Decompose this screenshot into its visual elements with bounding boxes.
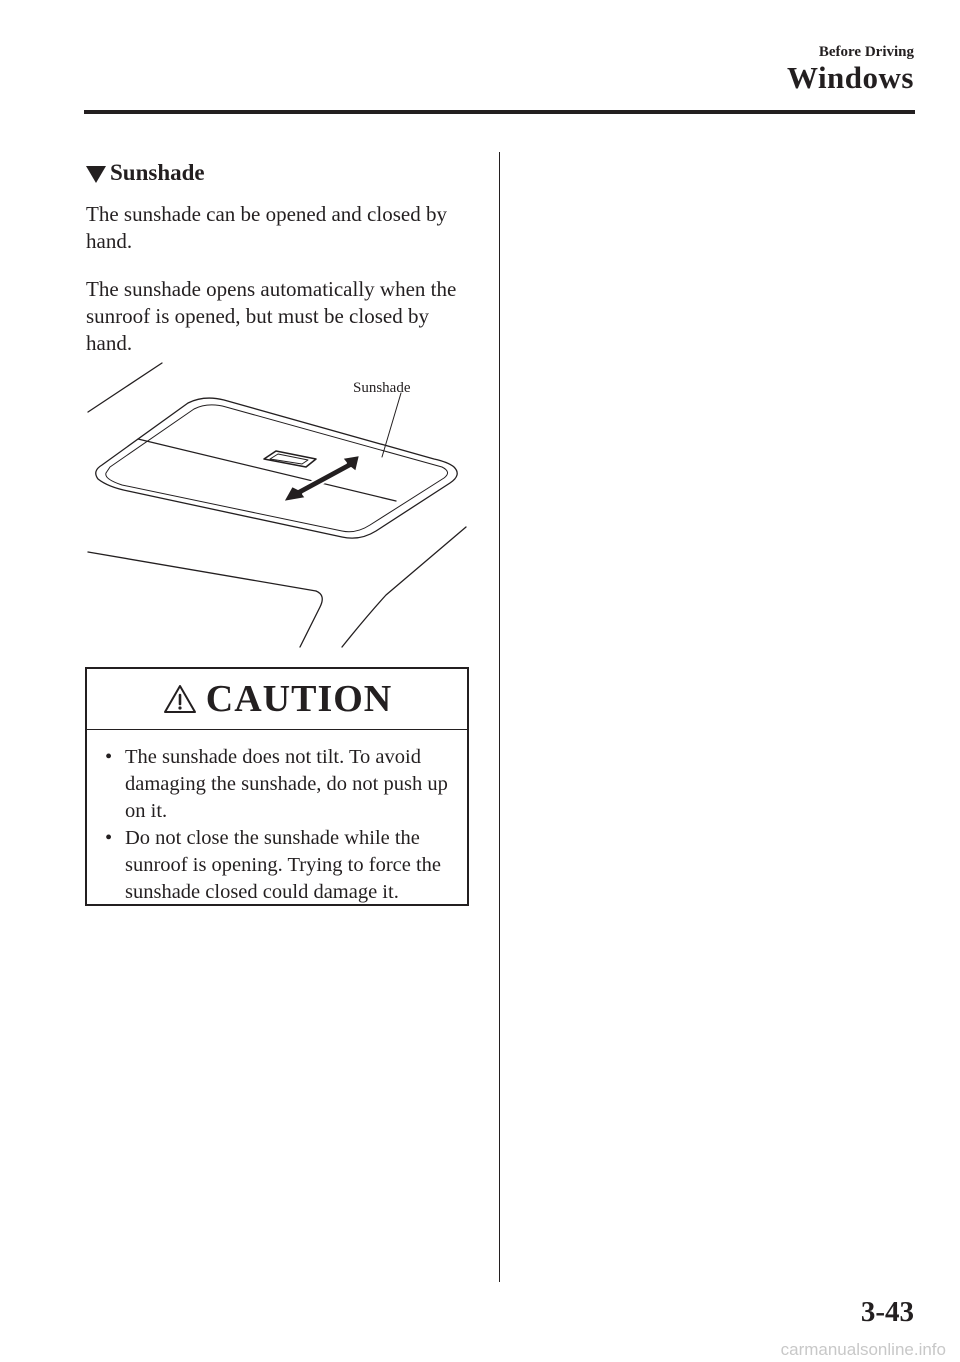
- bullet-icon: •: [105, 827, 113, 849]
- triangle-marker-icon: [86, 166, 106, 183]
- page-number: 3-43: [860, 1296, 914, 1328]
- double-arrow-icon: [283, 455, 360, 502]
- paragraph-2: The sunshade opens automatically when the sunroof is opened, but must be closed by hand.: [86, 277, 457, 355]
- sunshade-panel: [106, 405, 448, 532]
- section-heading: [86, 160, 205, 186]
- caution-title: CAUTION: [205, 678, 393, 720]
- page-title: Windows: [787, 60, 914, 95]
- section-heading-text: Sunshade: [110, 160, 205, 185]
- caution-item: [101, 825, 453, 906]
- caution-header: [87, 669, 467, 730]
- caution-box: [85, 667, 469, 906]
- caution-list: [87, 730, 467, 906]
- paragraph-1: The sunshade can be opened and closed by hand.: [86, 202, 447, 253]
- watermark: carmanualsonline.info: [780, 1340, 946, 1359]
- caution-item-text: Do not close the sunshade while the sunroof is opening. Trying to force the sunshade closed could damage it.: [125, 827, 442, 903]
- sunshade-illustration: [80, 355, 480, 655]
- header-rule: [84, 110, 915, 114]
- column-divider: [499, 152, 500, 1282]
- caution-item: [101, 744, 453, 825]
- caution-item-text: The sunshade does not tilt. To avoid damaging the sunshade, do not push up on it.: [125, 746, 448, 822]
- warning-triangle-icon: [162, 683, 198, 715]
- figure-label-sunshade: Sunshade: [353, 380, 411, 396]
- bullet-icon: •: [105, 746, 113, 768]
- section-name: Before Driving: [818, 44, 914, 60]
